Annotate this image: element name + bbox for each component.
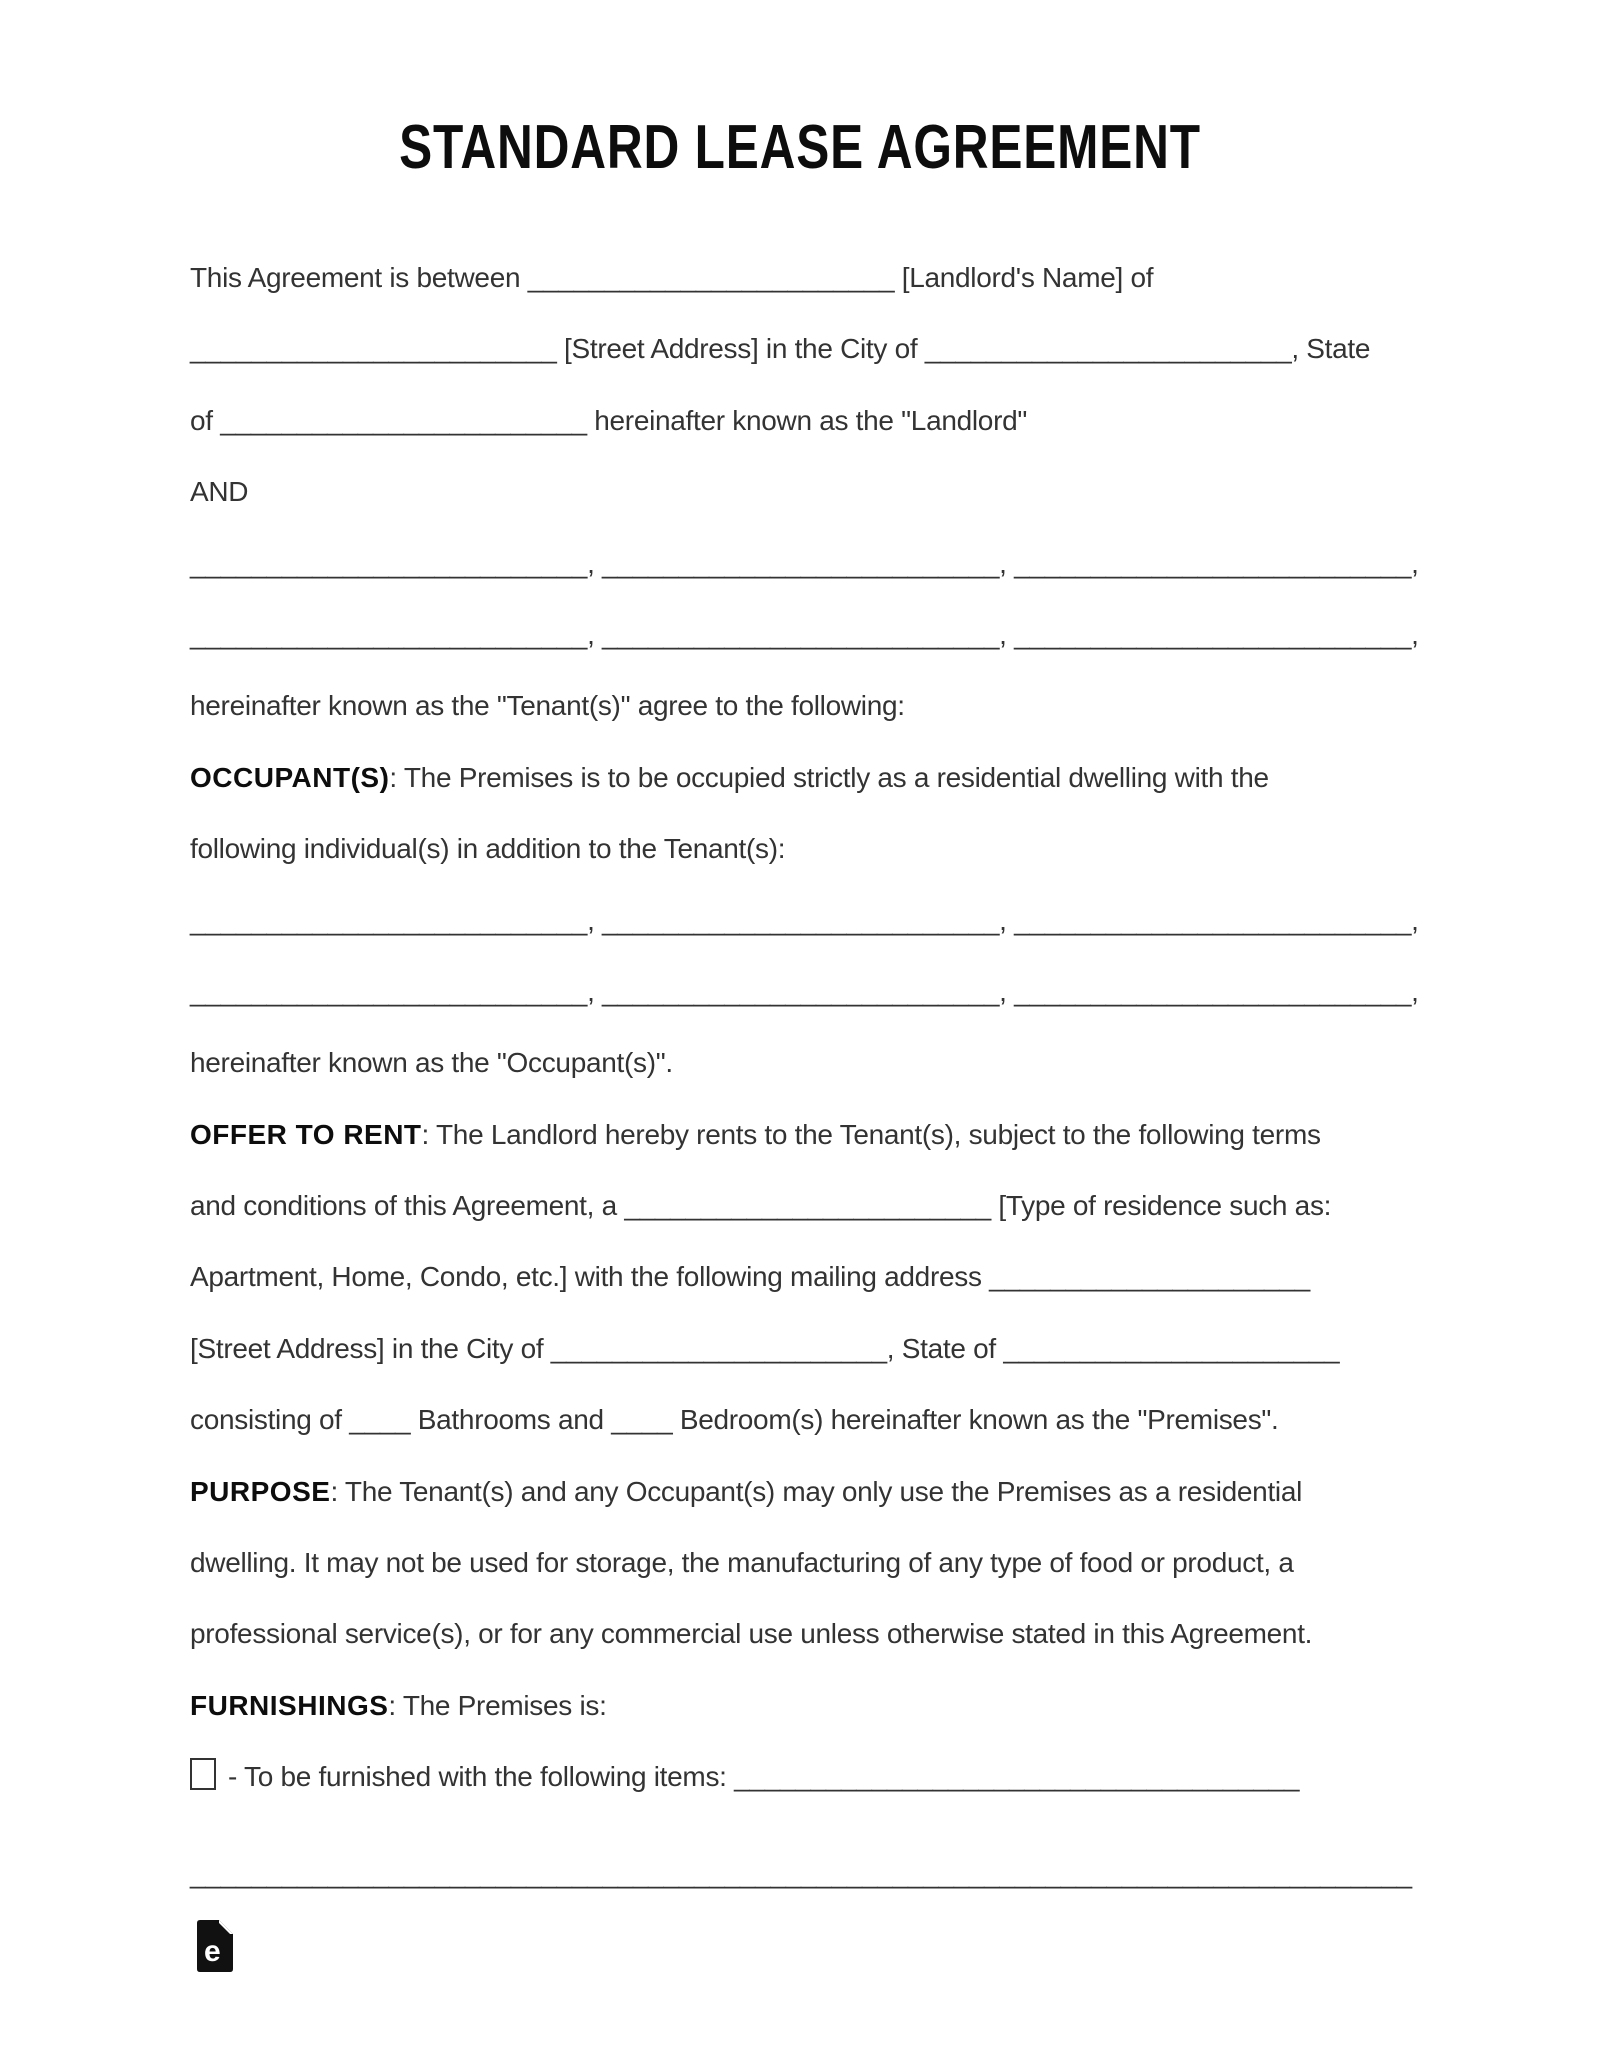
checkbox-icon[interactable] [190, 1758, 216, 1790]
fill-in-blanks: __________________________, __________________________, __________________________, [190, 904, 1419, 936]
intro-line-3 [190, 385, 1420, 456]
furnished-option-line [190, 1741, 1420, 1812]
body-text: [Street Address] in the City of ______________________, State of ______________________ [190, 1332, 1340, 1364]
document-body [190, 242, 1420, 1909]
occupant-blank-row-2 [190, 956, 1420, 1027]
fill-in-blanks: __________________________, __________________________, __________________________, [190, 618, 1419, 650]
body-text: - To be furnished with the following items: _____________________________________ [228, 1761, 1300, 1793]
intro-line-1 [190, 242, 1420, 313]
body-text: hereinafter known as the "Occupant(s)". [190, 1047, 673, 1079]
occupants-line-2 [190, 813, 1420, 884]
eforms-logo [196, 1920, 234, 1972]
fill-in-blanks: __________________________, __________________________, __________________________, [190, 975, 1419, 1007]
intro-line-2 [190, 313, 1420, 384]
offer-line-2 [190, 1170, 1420, 1241]
body-text: AND [190, 476, 249, 508]
fill-in-blanks: ________________________________________________________________________________ [190, 1857, 1412, 1889]
offer-line-4 [190, 1313, 1420, 1384]
body-text: dwelling. It may not be used for storage, the manufacturing of any type of food or product, a [190, 1547, 1294, 1579]
purpose-line-3 [190, 1598, 1420, 1669]
document-title: STANDARD LEASE AGREEMENT [399, 113, 1201, 182]
logo-letter: e [204, 1935, 221, 1968]
body-text: professional service(s), or for any commercial use unless otherwise stated in this Agreement. [190, 1618, 1313, 1650]
body-text: ________________________ [Street Address] in the City of ________________________, State [190, 333, 1371, 365]
fill-in-blanks: __________________________, __________________________, __________________________, [190, 547, 1419, 579]
offer-line-3 [190, 1241, 1420, 1312]
items-blank-line [190, 1838, 1420, 1909]
and-separator [190, 456, 1420, 527]
body-text: : The Premises is to be occupied strictly as a residential dwelling with the [389, 761, 1269, 793]
body-text: hereinafter known as the "Tenant(s)" agree to the following: [190, 690, 905, 722]
document-icon [196, 1920, 234, 1972]
purpose-line-2 [190, 1527, 1420, 1598]
section-occupants [190, 742, 1420, 813]
body-text: and conditions of this Agreement, a ________________________ [Type of residence such as: [190, 1190, 1332, 1222]
section-heading-purpose: PURPOSE [190, 1475, 331, 1507]
body-text: Apartment, Home, Condo, etc.] with the following mailing address _____________________ [190, 1261, 1310, 1293]
body-text: : The Landlord hereby rents to the Tenant(s), subject to the following terms [421, 1118, 1321, 1150]
tenant-clause-line [190, 670, 1420, 741]
body-text: This Agreement is between ________________________ [Landlord's Name] of [190, 262, 1154, 293]
body-text: : The Tenant(s) and any Occupant(s) may only use the Premises as a residential [330, 1475, 1303, 1507]
body-text: : The Premises is: [388, 1689, 607, 1721]
section-heading-occupants: OCCUPANT(S) [190, 761, 390, 793]
tenant-blank-row-1 [190, 528, 1420, 599]
body-text: following individual(s) in addition to the Tenant(s): [190, 833, 786, 865]
section-heading-furnishings: FURNISHINGS [190, 1689, 389, 1721]
body-text: of ________________________ hereinafter known as the "Landlord" [190, 404, 1028, 436]
offer-line-5 [190, 1384, 1420, 1455]
tenant-blank-row-2 [190, 599, 1420, 670]
section-offer-to-rent [190, 1099, 1420, 1170]
section-purpose [190, 1456, 1420, 1527]
occupant-blank-row-1 [190, 885, 1420, 956]
section-heading-offer-to-rent: OFFER TO RENT [190, 1118, 422, 1150]
occupant-clause-line [190, 1027, 1420, 1098]
body-text: consisting of ____ Bathrooms and ____ Bedroom(s) hereinafter known as the "Premises". [190, 1404, 1279, 1436]
section-furnishings [190, 1670, 1420, 1741]
